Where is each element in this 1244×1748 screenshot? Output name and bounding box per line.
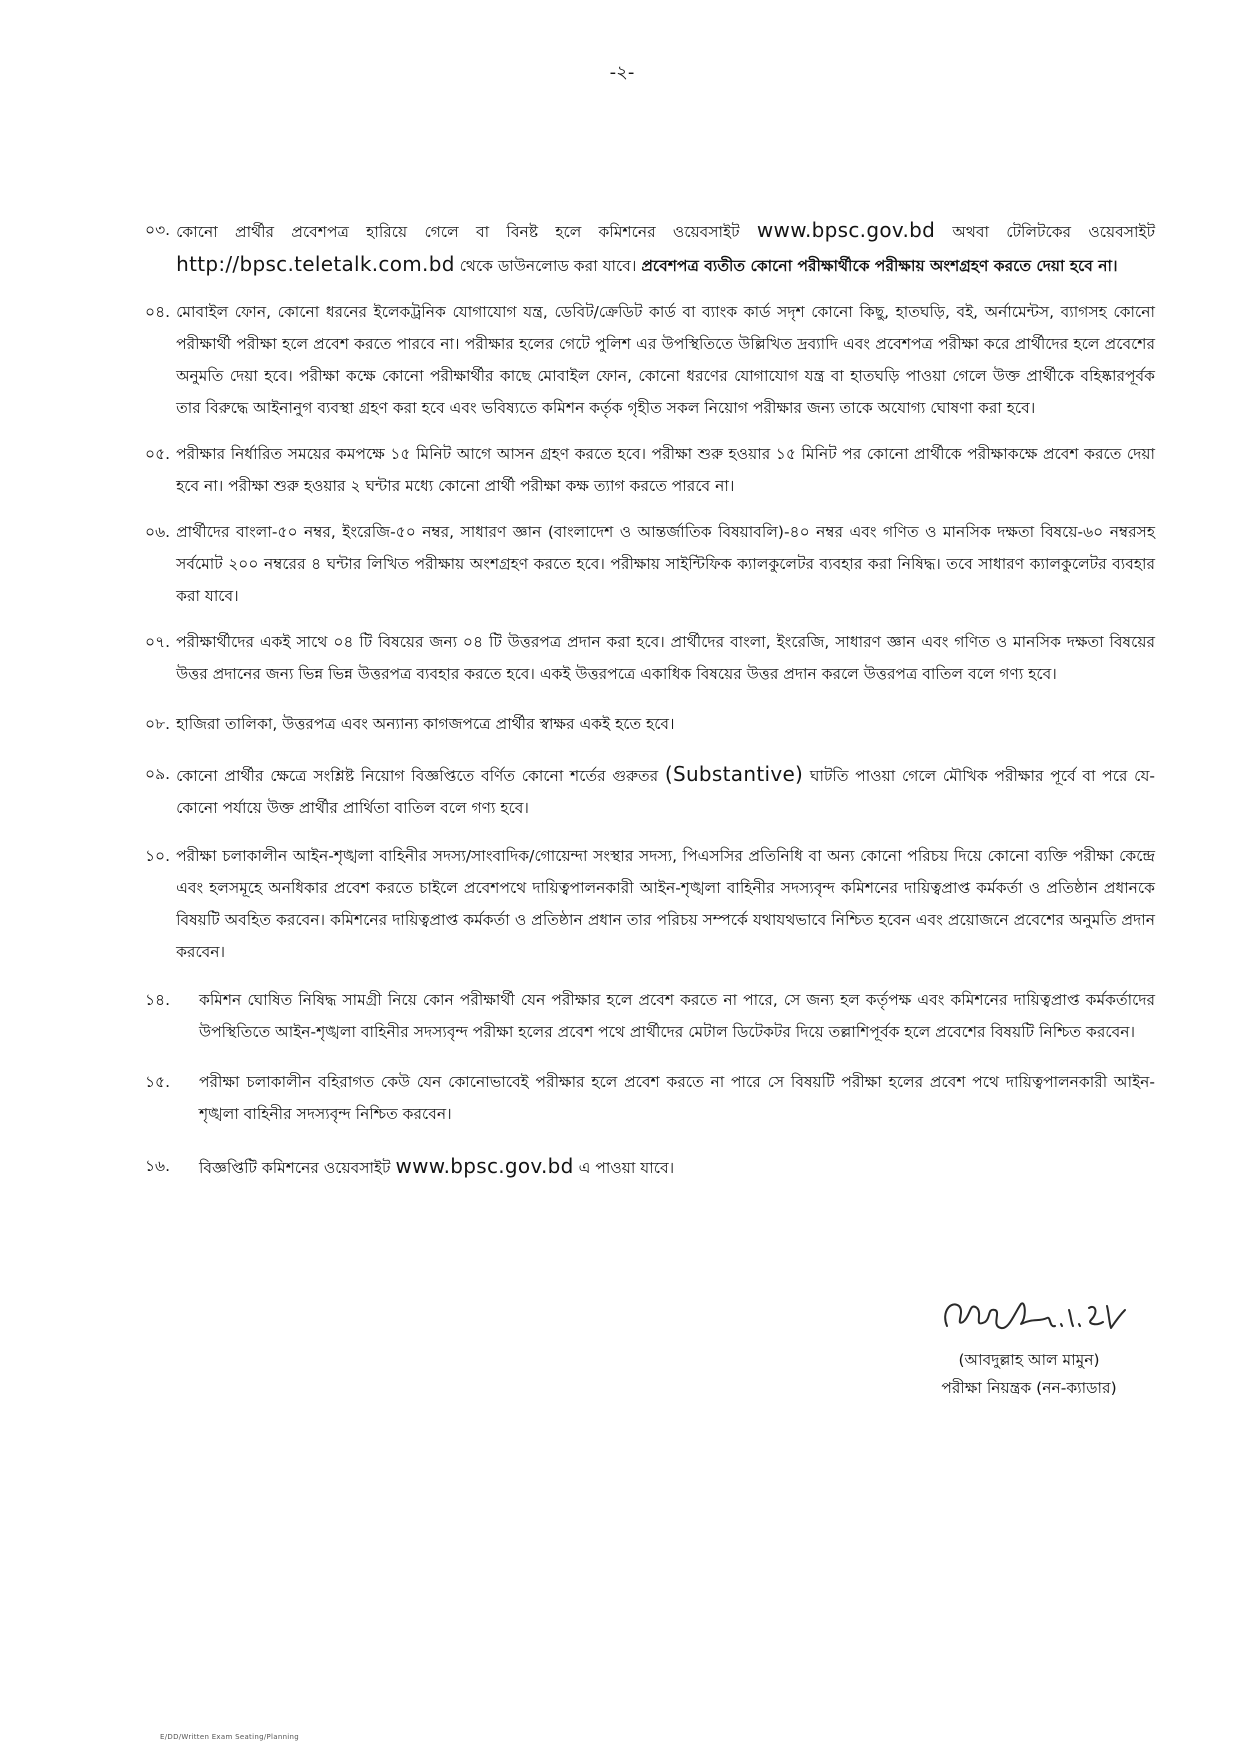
substantive-term: (Substantive) xyxy=(664,762,804,786)
list-item xyxy=(145,296,1155,424)
page-number: -২- xyxy=(609,62,635,83)
instruction-list xyxy=(145,214,1155,1184)
website-url: www.bpsc.gov.bd xyxy=(756,218,936,242)
item-number: ১৬. xyxy=(145,1157,171,1175)
bold-warning: প্রবেশপত্র ব্যতীত কোনো পরীক্ষার্থীকে পরীক্ষায় অংশগ্রহণ করতে দেয়া হবে না। xyxy=(641,257,1118,275)
list-item xyxy=(145,1150,1155,1184)
item-text: এ পাওয়া যাবে। xyxy=(573,1159,675,1177)
item-text: হাজিরা তালিকা, উত্তরপত্র এবং অন্যান্য কাগজপত্রে প্রার্থীর স্বাক্ষর একই হতে হবে। xyxy=(176,715,675,733)
item-body xyxy=(199,1150,1155,1184)
item-text: পরীক্ষা চলাকালীন আইন-শৃঙ্খলা বাহিনীর সদস্য/সাংবাদিক/গোয়েন্দা সংস্থার সদস্য, পিএসসির প্রতিনিধি বা অন্য কোনো পরিচয় দিয়ে কোনো ব্যক্তি পরীক্ষা কেন্দ্রে এবং হলসমূহে অনধিকার প্রবেশ করতে চাইলে প্রবেশপথে দায়িত্বপালনকারী আইন-শৃঙ্খলা বাহিনীর সদস্যবৃন্দ কমিশনের দায়িত্বপ্রাপ্ত কর্মকর্তা ও প্রতিষ্ঠান প্রধানকে বিষয়টি অবহিত করবেন। কমিশনের দায়িত্বপ্রাপ্ত কর্মকর্তা ও প্রতিষ্ঠান প্রধান তার পরিচয় সম্পর্কে যথাযথভাবে নিশ্চিত হবেন এবং প্রয়োজনে প্রবেশের অনুমতি প্রদান করবেন। xyxy=(176,847,1155,961)
item-number: ১৫. xyxy=(145,1073,171,1091)
footer-reference: E/DD/Written Exam Seating/Planning xyxy=(160,1733,300,1741)
item-body xyxy=(176,214,1155,282)
item-number: ০৬. xyxy=(145,523,171,541)
list-item xyxy=(145,214,1155,282)
item-body xyxy=(176,758,1155,824)
item-text: পরীক্ষা চলাকালীন বহিরাগত কেউ যেন কোনোভাবেই পরীক্ষার হলে প্রবেশ করতে না পারে সে বিষয়টি পরীক্ষা হলের প্রবেশ পথে দায়িত্বপালনকারী আইন-শৃঙ্খলা বাহিনীর সদস্যবৃন্দ নিশ্চিত করবেন। xyxy=(199,1073,1155,1123)
signatory-designation: পরীক্ষা নিয়ন্ত্রক (নন-ক্যাডার) xyxy=(941,1379,1117,1397)
item-number: ০৭. xyxy=(145,633,171,651)
item-number: ০৫. xyxy=(145,445,171,463)
item-number: ০৪. xyxy=(145,303,171,321)
list-item xyxy=(145,438,1155,502)
signatory-name: (আবদুল্লাহ আল মামুন) xyxy=(958,1351,1100,1369)
item-text: বিজ্ঞপ্তিটি কমিশনের ওয়েবসাইট xyxy=(199,1159,396,1177)
list-item xyxy=(145,516,1155,612)
item-text: ঘাটতি পাওয়া গেলে মৌখিক পরীক্ষার পূর্বে বা পরে যে-কোনো পর্যায়ে উক্ত প্রার্থীর প্রার্থিতা বাতিল বলে গণ্য হবে। xyxy=(176,767,1155,817)
teletalk-url: http://bpsc.teletalk.com.bd xyxy=(176,252,455,276)
item-number: ১০. xyxy=(145,847,171,865)
signature-block xyxy=(904,1282,1154,1402)
item-number: ০৮. xyxy=(145,715,171,733)
item-text: প্রার্থীদের বাংলা-৫০ নম্বর, ইংরেজি-৫০ নম্বর, সাধারণ জ্ঞান (বাংলাদেশ ও আন্তর্জাতিক বিষয়াবলি)-৪০ নম্বর এবং গণিত ও মানসিক দক্ষতা বিষয়ে-৬০ নম্বরসহ সর্বমোট ২০০ নম্বরের ৪ ঘন্টার লিখিত পরীক্ষায় অংশগ্রহণ করতে হবে। পরীক্ষায় সাইন্টিফিক ক্যালকুলেটর ব্যবহার করা নিষিদ্ধ। তবে সাধারণ ক্যালকুলেটর ব্যবহার করা যাবে। xyxy=(176,523,1155,605)
website-url: www.bpsc.gov.bd xyxy=(395,1154,574,1178)
list-item xyxy=(145,626,1155,690)
list-item xyxy=(145,708,1155,740)
item-text: কোনো প্রার্থীর প্রবেশপত্র হারিয়ে গেলে বা বিনষ্ট হলে কমিশনের ওয়েবসাইট xyxy=(176,223,757,241)
list-item xyxy=(145,1066,1155,1130)
item-number: ১৪. xyxy=(145,991,171,1009)
item-text: কোনো প্রার্থীর ক্ষেত্রে সংশ্লিষ্ট নিয়োগ বিজ্ঞপ্তিতে বর্ণিত কোনো শর্তের গুরুতর xyxy=(176,767,665,785)
list-item xyxy=(145,984,1155,1048)
item-text: মোবাইল ফোন, কোনো ধরনের ইলেকট্রনিক যোগাযোগ যন্ত্র, ডেবিট/ক্রেডিট কার্ড বা ব্যাংক কার্ড সদৃশ কোনো কিছু, হাতঘড়ি, বই, অর্নামেন্টস, ব্যাগসহ কোনো পরীক্ষার্থী পরীক্ষা হলে প্রবেশ করতে পারবে না। পরীক্ষার হলের গেটে পুলিশ এর উপস্থিতিতে উল্লিখিত দ্রব্যাদি এবং প্রবেশপত্র পরীক্ষা করে প্রার্থীদের হলে প্রবেশের অনুমতি দেয়া হবে। পরীক্ষা কক্ষে কোনো পরীক্ষার্থীর কাছে মোবাইল ফোন, কোনো ধরণের যোগাযোগ যন্ত্র বা হাতঘড়ি পাওয়া গেলে উক্ত প্রার্থীকে বহিষ্কারপূর্বক তার বিরুদ্ধে আইনানুগ ব্যবস্থা গ্রহণ করা হবে এবং ভবিষ্যতে কমিশন কর্তৃক গৃহীত সকল নিয়োগ পরীক্ষার জন্য তাকে অযোগ্য ঘোষণা করা হবে। xyxy=(176,303,1155,417)
item-text: পরীক্ষার নির্ধারিত সময়ের কমপক্ষে ১৫ মিনিট আগে আসন গ্রহণ করতে হবে। পরীক্ষা শুরু হওয়ার ১৫ মিনিট পর কোনো প্রার্থীকে পরীক্ষাকক্ষে প্রবেশ করতে দেয়া হবে না। পরীক্ষা শুরু হওয়ার ২ ঘন্টার মধ্যে কোনো প্রার্থী পরীক্ষা কক্ষ ত্যাগ করতে পারবে না। xyxy=(176,445,1155,495)
item-number: ০৯. xyxy=(145,765,171,783)
item-text: পরীক্ষার্থীদের একই সাথে ০৪ টি বিষয়ের জন্য ০৪ টি উত্তরপত্র প্রদান করা হবে। প্রার্থীদের বাংলা, ইংরেজি, সাধারণ জ্ঞান এবং গণিত ও মানসিক দক্ষতা বিষয়ের উত্তর প্রদানের জন্য ভিন্ন ভিন্ন উত্তরপত্র ব্যবহার করতে হবে। একই উত্তরপত্রে একাধিক বিষয়ের উত্তর প্রদান করলে উত্তরপত্র বাতিল বলে গণ্য হবে। xyxy=(176,633,1155,683)
item-text: অথবা টেলিটকের ওয়েবসাইট xyxy=(935,223,1156,241)
handwritten-signature xyxy=(929,1282,1129,1342)
item-text: কমিশন ঘোষিত নিষিদ্ধ সামগ্রী নিয়ে কোন পরীক্ষার্থী যেন পরীক্ষার হলে প্রবেশ করতে না পারে, সে জন্য হল কর্তৃপক্ষ এবং কমিশনের দায়িত্বপ্রাপ্ত কর্মকর্তাদের উপস্থিতিতে আইন-শৃঙ্খলা বাহিনীর সদস্যবৃন্দ পরীক্ষা হলের প্রবেশ পথে প্রার্থীদের মেটাল ডিটেকটর দিয়ে তল্লাশিপূর্বক হলে প্রবেশের বিষয়টি নিশ্চিত করবেন। xyxy=(199,991,1155,1041)
list-item xyxy=(145,840,1155,968)
item-number: ০৩. xyxy=(145,221,171,239)
item-text: থেকে ডাউনলোড করা যাবে। xyxy=(454,257,642,275)
list-item xyxy=(145,758,1155,824)
